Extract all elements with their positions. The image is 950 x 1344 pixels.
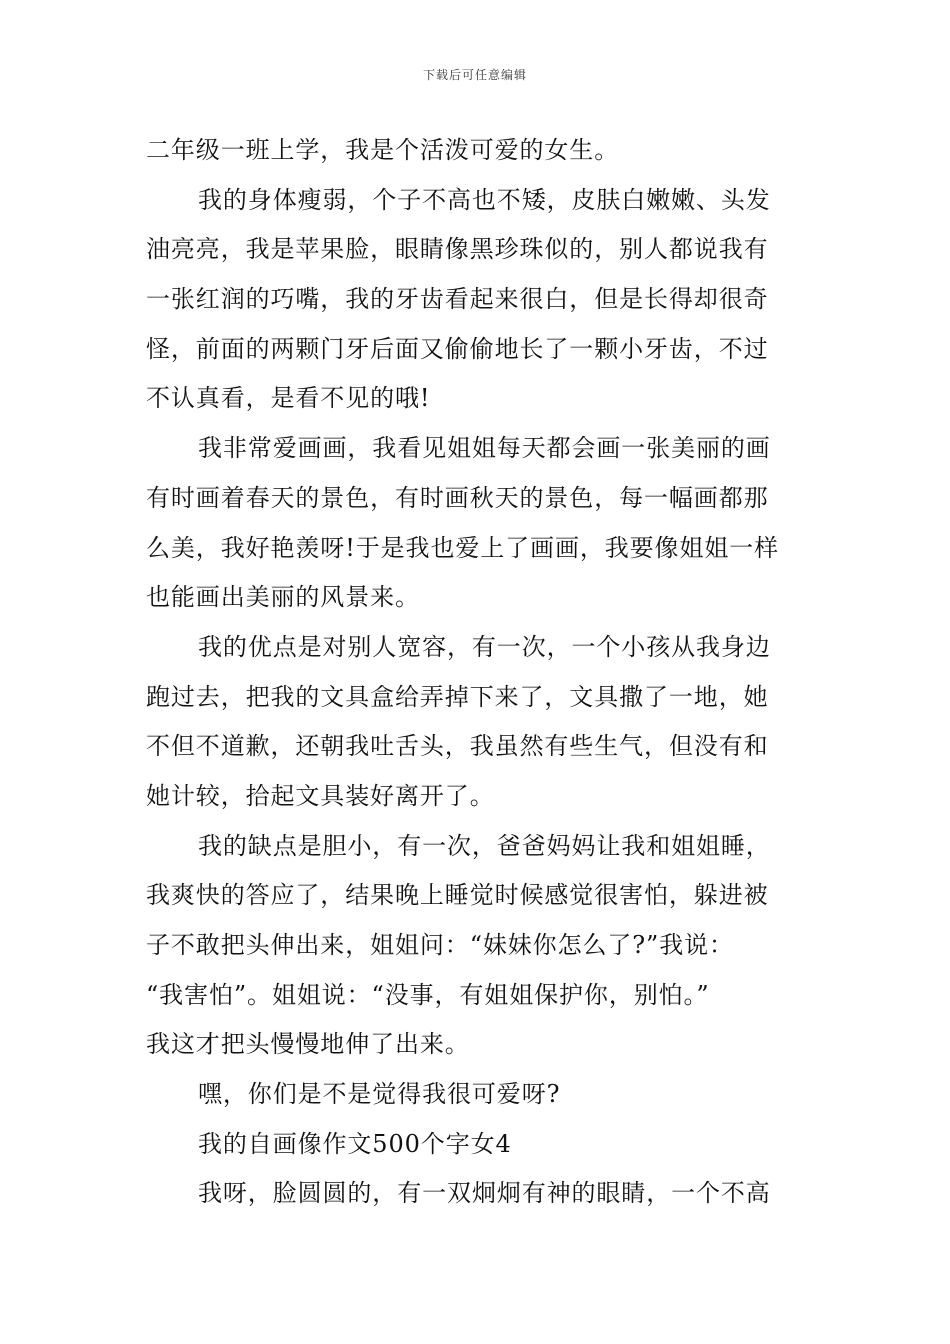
text-line: 我爽快的答应了，结果晚上睡觉时候感觉很害怕，躲进被 (146, 881, 769, 910)
paragraph-start-line: 嘿，你们是不是觉得我很可爱呀? (198, 1080, 561, 1109)
paragraph-start-line: 我的优点是对别人宽容，有一次，一个小孩从我身边 (198, 632, 771, 661)
text-line: 她计较，拾起文具装好离开了。 (146, 781, 495, 810)
paragraph-start-line: 我的身体瘦弱，个子不高也不矮，皮肤白嫩嫩、头发 (198, 185, 771, 214)
text-line: 也能画出美丽的风景来。 (146, 583, 420, 612)
text-line: 不但不道歉，还朝我吐舌头，我虽然有些生气，但没有和 (146, 732, 769, 761)
text-line: 我这才把头慢慢地伸了出来。 (146, 1030, 470, 1059)
text-line: 么美，我好艳羡呀!于是我也爱上了画画，我要像姐姐一样 (146, 533, 780, 562)
paragraph-start-line: 我的缺点是胆小，有一次，爸爸妈妈让我和姐姐睡， (198, 831, 771, 860)
text-line: 油亮亮，我是苹果脸，眼睛像黑珍珠似的，别人都说我有 (146, 235, 769, 264)
text-line: 不认真看，是看不见的哦! (146, 384, 431, 413)
text-line: 有时画着春天的景色，有时画秋天的景色，每一幅画都那 (146, 483, 769, 512)
paragraph-start-line: 我非常爱画画，我看见姐姐每天都会画一张美丽的画 (198, 434, 771, 463)
text-line: 子不敢把头伸出来，姐姐问：“妹妹你怎么了?”我说： (146, 931, 734, 959)
text-line: 怪，前面的两颗门牙后面又偷偷地长了一颗小牙齿，不过 (146, 334, 769, 363)
page-header-note: 下载后可任意编辑 (422, 68, 527, 82)
document-body (146, 126, 808, 1219)
section-title: 我的自画像作文500个字女4 (198, 1129, 512, 1158)
text-line: “我害怕”。姐姐说：“没事，有姐姐保护你，别怕。” (146, 980, 710, 1009)
text-line: 跑过去，把我的文具盒给弄掉下来了，文具撒了一地，她 (146, 682, 769, 711)
text-line: 二年级一班上学，我是个活泼可爱的女生。 (146, 136, 620, 164)
text-line: 一张红润的巧嘴，我的牙齿看起来很白，但是长得却很奇 (146, 285, 769, 314)
paragraph-start-line: 我呀，脸圆圆的，有一双炯炯有神的眼睛，一个不高 (198, 1179, 771, 1208)
